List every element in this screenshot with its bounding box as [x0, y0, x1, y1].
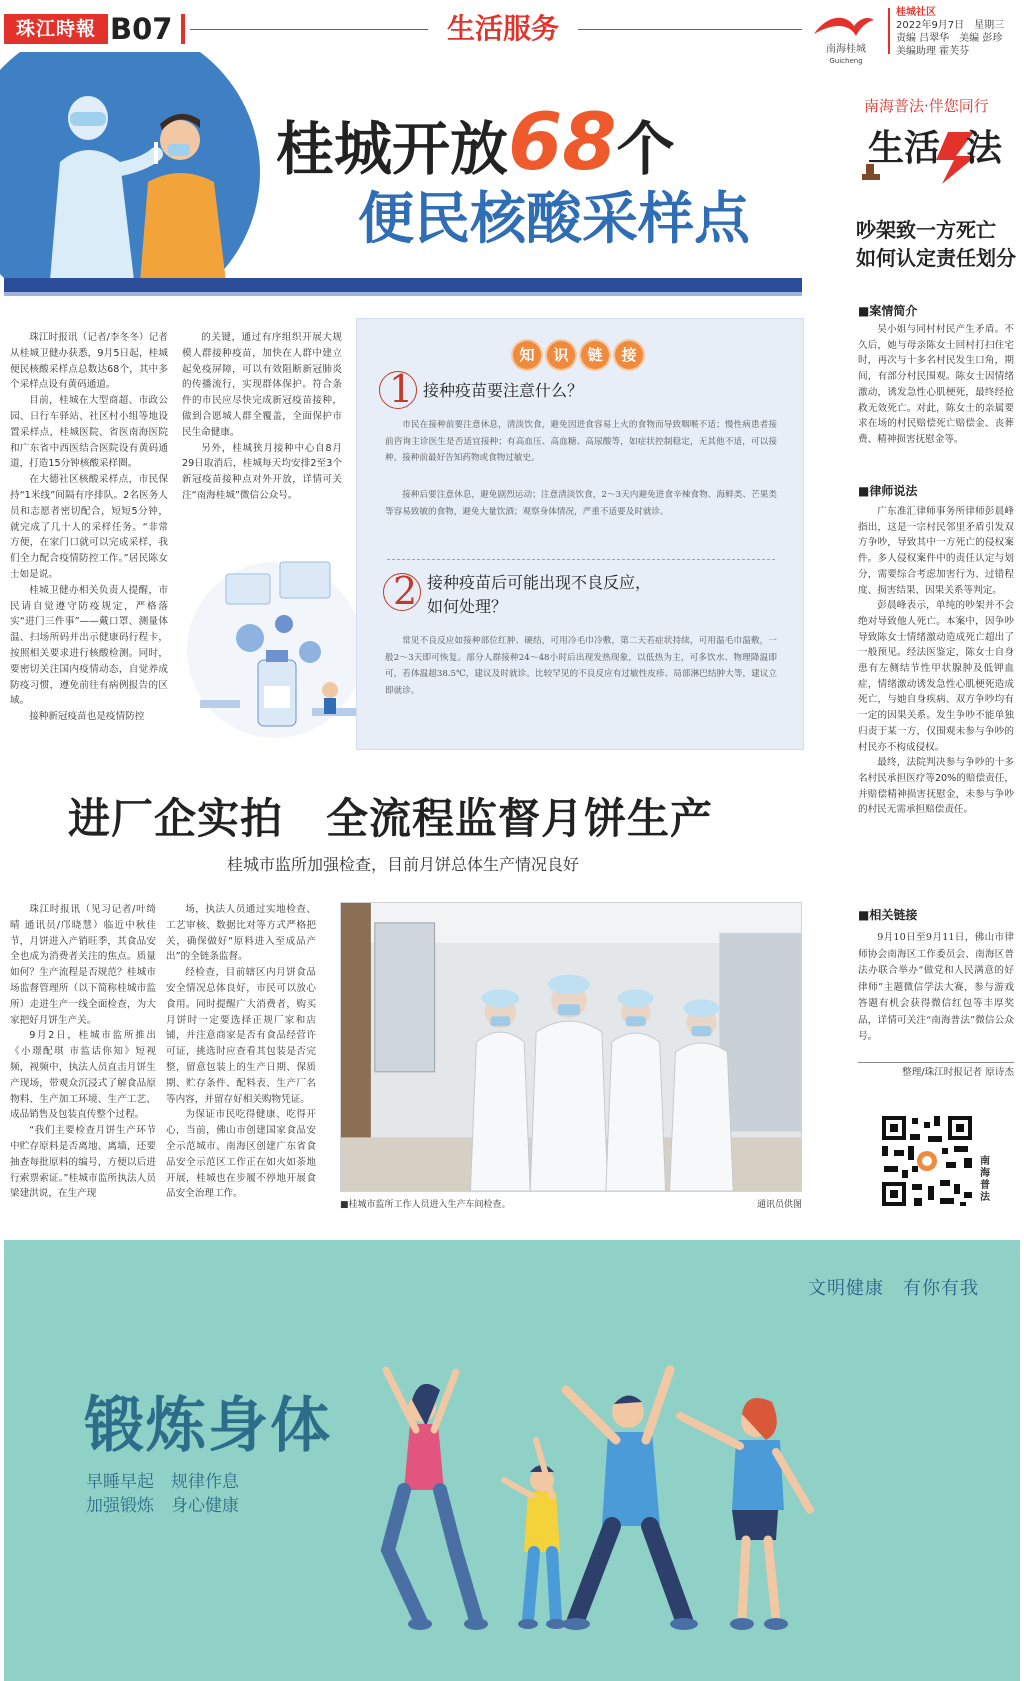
- exerciser-child: [504, 1440, 560, 1620]
- mooncake-title: 进厂企实拍 全流程监督月饼生产: [68, 794, 714, 843]
- lead-paragraph: 的关键，通过有序组织开展大规模人群接种疫苗，加快在人群中建立起免疫屏障，可以有效阻断新冠肺炎的传播流行，实现群体保护。符合条件的市民应尽快完成新冠疫苗接种，做到合愿城人群全覆盖，全面保护市民生命健康。: [182, 332, 342, 438]
- law-headline-line1: 吵架致一方死亡: [856, 218, 996, 242]
- brand-name-text: 南海桂城: [826, 44, 866, 55]
- question2-answer: 常见不良反应如接种部位红肿、硬结，可用冷毛巾冷敷，第二天若症状持续，可用温毛巾温敷，一般2～3天即可恢复。部分人群接种24～48小时后出现发热现象，以低热为主，可多饮水、物理降温即可，若体温超38.5℃，建议及时就诊。比较罕见的不良反应有过敏性皮疹、局部淋巴结肿大等，建议立即就诊。: [385, 636, 777, 696]
- lawyer-text: [858, 504, 1014, 818]
- lead-title-line1: [276, 98, 675, 188]
- ad-line1: 早睡早起 规律作息: [86, 1472, 239, 1492]
- knowledge-tags: [513, 341, 643, 369]
- question2-number: 2: [393, 569, 418, 613]
- knowledge-box: [356, 318, 804, 750]
- lead-body-col1: [10, 330, 168, 725]
- link-rule: [858, 1062, 1014, 1063]
- mooncake-subtitle: 桂城市监所加强检查，目前月饼总体生产情况良好: [226, 855, 579, 874]
- question1-answer2: 接种后要注意休息，避免剧烈运动；注意清淡饮食，2～3天内避免进食辛辣食物、海鲜类、芒果类等容易致敏的食物，避免大量饮酒；观察身体情况，严重不适要及时就诊。: [385, 490, 777, 517]
- mooncake-paragraph: 9月2日，桂城市监所推出《小璟配琪 市监话你知》短视频，视频中，执法人员直击月饼生产现场，带观众沉浸式了解食品原物料、生产加工环境、生产工艺、成品销售及包装直传整个过程。: [10, 1030, 156, 1121]
- knowledge-tag: 知: [513, 341, 541, 369]
- exercising-people-illustration: [380, 1290, 1020, 1681]
- lead-title-part1: 桂城开放: [276, 115, 509, 183]
- law-headline-line2: 如何认定责任划分: [856, 246, 1016, 270]
- law-column-slogan: 南海普法·伴您同行: [864, 97, 989, 115]
- mooncake-paragraph: 场，执法人员通过实地检查、工艺审核、数据比对等方式严格把关，确保做好“原料进入至成品产出”的全链条监督。: [166, 904, 316, 963]
- lead-paragraph: 接种新冠疫苗也是疫情防控: [29, 711, 145, 723]
- assistant-line: 美编助理 霍芙芬: [896, 46, 970, 57]
- lawyer-paragraph: 最终，法院判决参与争吵的十多名村民承担医疗等20%的赔偿责任，并赔偿精神损害抚慰金，未参与争吵的村民无需承担赔偿责任。: [858, 757, 1014, 816]
- header-bar: [181, 14, 185, 44]
- knowledge-tag: 链: [581, 341, 609, 369]
- lead-band: [4, 278, 802, 292]
- law-headline: [856, 216, 1016, 272]
- mooncake-body-col2: [166, 902, 316, 1202]
- lead-paragraph: 桂城卫健办相关负责人提醒，市民请自觉遵守防疫规定，严格落实“进门三件事”——戴口罩、测量体温、扫场所码并出示健康码行程卡，按照相关要求进行核酸检测。同时，要密切关注国内疫情动态，自觉养成防疫习惯，遵免前往有病例报告的区域。: [10, 584, 168, 707]
- lead-title-number: 68: [508, 98, 617, 188]
- factory-inspection-photo: [340, 902, 802, 1192]
- issue-info: [896, 6, 1004, 58]
- vaccine-illustration: [180, 540, 370, 750]
- header-divider: [888, 8, 890, 54]
- lead-title-line2: 便民核酸采样点: [358, 187, 750, 252]
- link-section-heading: ■相关链接: [858, 908, 918, 922]
- question1-number: 1: [389, 367, 414, 411]
- law-banner-word2: 法: [966, 128, 1003, 169]
- mooncake-paragraph: 为保证市民吃得健康、吃得开心，当前，佛山市创建国家食品安全示范城市、南海区创建广东省食品安全示范区工作正在如火如荼地开展，桂城也在步履不停地开展食品安全治理工作。: [166, 1109, 316, 1200]
- lawyer-section-heading: ■律师说法: [858, 484, 918, 498]
- editor-line: 责编 吕翠华 美编 彭珍: [896, 33, 1003, 44]
- knowledge-separator: [387, 559, 775, 560]
- date-line: 2022年9月7日 星期三: [896, 20, 1005, 31]
- question1-answer1: 市民在接种前要注意休息，清淡饮食，避免因进食容易上火的食物而导致咽喉不适；慢性病患者接前咨询主诊医生是否适宜接种；有高血压、高血糖、高尿酸等，如症状控制稳定，无其他不适，可以接种。接种前最好告知药物或食物过敏史。: [385, 420, 777, 464]
- nucleic-test-illustration: [30, 72, 240, 282]
- exerciser-woman-right: [680, 1398, 810, 1620]
- case-text: 吴小姐与同村村民产生矛盾。不久后，她与母亲陈女士回村打扫住宅时，再次与十多名村民发生口角，期间，有部分村民围观。陈女士因情绪激动，诱发急性心肌梗死，最终经抢救无效死亡。对此，陈女士的亲属要求在场的村民赔偿死亡赔偿金、丧葬费、精神损害抚慰金等。: [858, 324, 1014, 445]
- section-title: 生活服务: [428, 10, 578, 48]
- lead-paragraph: 另外，桂城狭月接种中心自8月29日取消后，桂城每天均安排2至3个新冠疫苗接种点对外开放，详情可关注“南海桂城”微信公众号。: [182, 442, 342, 501]
- knowledge-tag: 接: [615, 341, 643, 369]
- exerciser-man: [566, 1370, 684, 1620]
- question1-title: 接种疫苗要注意什么？: [423, 381, 584, 400]
- qr-code-icon[interactable]: [880, 1114, 974, 1208]
- lead-paragraph: 目前，桂城在大型商超、市政公园、日行车驿站、社区村小组等地设置采样点，桂城医院、省医南海医院和广东省中西医结合医院设有黄码通道，打造15分钟核酸采样圈。: [10, 395, 168, 470]
- ad-slogan: 文明健康 有你有我: [808, 1278, 979, 1299]
- lawyer-paragraph: 彭晨峰表示，单纯的吵架并不会绝对导致他人死亡。本案中，因争吵导致陈女士情绪激动造成死亡超出了一般预见。经法医鉴定，陈女士自身患有左侧结节性甲状腺肿及低钾血症，情绪激动诱发急性心肌梗死造成死亡，与她自身疾病、双方争吵均有一定的因果关系。发生争吵不能单独归责于某一方，仅围观未参与争吵的村民亦不构成侵权。: [858, 600, 1014, 753]
- lead-band-light: [4, 292, 802, 296]
- qr-label: 南海普法: [980, 1156, 990, 1203]
- link-text: 9月10日至9月11日，佛山市律师协会南海区工作委员会、南海区普法办联合举办“做党和人民满意的好律师”主题微信学法大赛，参与游戏答题有机会获得微信红包等丰厚奖品，详情可关注“南海普法”微信公众号。: [858, 932, 1014, 1042]
- lead-paragraph: 珠江时报讯（记者/李冬冬）记者从桂城卫健办获悉，9月5日起，桂城便民核酸采样点总数达68个，其中多个采样点设有黄码通道。: [10, 332, 168, 391]
- mooncake-body-col1: [10, 902, 156, 1202]
- question2-title-line2: 如何处理？: [427, 597, 508, 616]
- lead-body-col2: [182, 330, 342, 504]
- page-number: B07: [110, 12, 173, 46]
- mooncake-paragraph: “我们主要检查月饼生产环节中贮存原料是否离地、离墙，还要抽查每批原料的编号，方便以后进行索票索证。”桂城市监所执法人员梁建洪说，在生产现: [10, 1125, 156, 1200]
- column-name: 桂城社区: [896, 7, 936, 18]
- lead-paragraph: 在大德社区核酸采样点，市民保持“1米线”间隔有序排队。2名医务人员和志愿者密切配合，短短5分钟，就完成了几十人的采样任务。“非常方便，在家门口就可以完成采样，我们全力配合疫情防控工作。”居民陈女士如是说。: [10, 474, 168, 580]
- mooncake-paragraph: 珠江时报讯（见习记者/叶绮晴 通讯员/邝晓慧）临近中秋佳节，月饼进入产销旺季，其食品安全也成为消费者关注的焦点。质量如何？生产流程是否规范？桂城市场监督管理所（以下简称桂城市监所）走进生产一线全面检查，为大家把好月饼生产关。: [10, 904, 156, 1026]
- ad-line2: 加强锻炼 身心健康: [86, 1496, 239, 1516]
- photo-credit: 通讯员供图: [756, 1200, 802, 1210]
- exerciser-woman-left: [386, 1370, 476, 1620]
- ad-title: 锻炼身体: [84, 1391, 332, 1461]
- law-banner-word1: 生活: [868, 128, 941, 169]
- brand-swoosh-icon: [810, 10, 876, 44]
- question2-title-line1: 接种疫苗后可能出现不良反应，: [427, 573, 652, 592]
- brand-sub-text: Guicheng: [829, 57, 863, 65]
- knowledge-tag: 识: [547, 341, 575, 369]
- paper-logo: 珠江時報: [4, 14, 108, 44]
- brand-name: [806, 40, 886, 66]
- law-credit: 整理/珠江时报记者 原诗杰: [902, 1067, 1014, 1078]
- lead-title-part2: 个: [616, 115, 675, 183]
- photo-caption: ■桂城市监所工作人员进入生产车间检查。: [340, 1200, 511, 1210]
- masthead: [0, 0, 1024, 65]
- case-section-heading: ■案情简介: [858, 304, 918, 318]
- lawyer-paragraph: 广东准汇律师事务所律师彭晨峰指出，这是一宗村民邻里矛盾引发双方争吵，导致其中一方死亡的侵权案件。多人侵权案件中的责任认定与划分，需要综合考虑加害行为、过错程度、损害结果、因果关系等判定。: [858, 506, 1014, 596]
- mooncake-paragraph: 经检查，目前辖区内月饼食品安全情况总体良好，市民可以放心食用。同时提醒广大消费者，购买月饼时一定要选择正规厂家和店铺，并注意商家是否有食品经营许可证，挑选时应查看其包装是否完整，留意包装上的生产日期、保质期、贮存条件、配料表、生产厂名等内容，并留存好相关购物凭证。: [166, 967, 316, 1105]
